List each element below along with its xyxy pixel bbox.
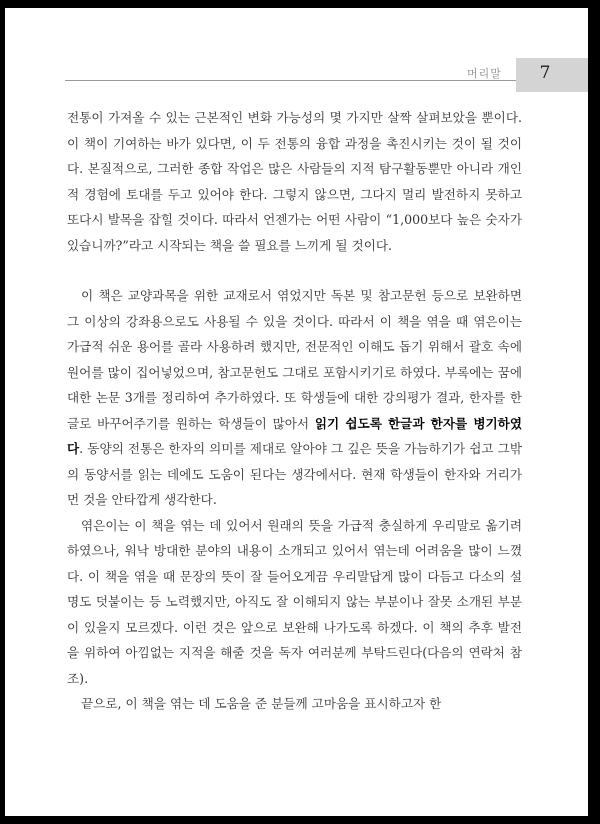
paragraph-2-emphasis: 읽기 쉽도록 한글과 한자를 병기하였다 bbox=[67, 415, 522, 456]
header-rule bbox=[65, 80, 516, 81]
page-number: 7 bbox=[539, 63, 551, 83]
book-page bbox=[5, 8, 588, 816]
paragraph-3: 엮은이는 이 책을 엮는 데 있어서 원래의 뜻을 가급적 충실하게 우리말로 옮기려 하였으나, 워낙 방대한 분야의 내용이 소개되고 있어서 엮는데 어려움을 많이 느꼈다. 이 책을 엮을 때 문장의 뜻이 잘 들어오게끔 우리말답게 많이 다듬고 다소의 설명도 덧붙이는 등 노력했지만, 아직도 잘 이해되지 않는 부분이나 잘못 소개된 부분이 있을지 모르겠다. 이런 것은 앞으로 보완해 나가도록 하겠다. 이 책의 추후 발전을 위하여 아낌없는 지적을 해줄 것을 독자 여러분께 부탁드린다(다음의 연락처 참조). bbox=[67, 517, 522, 686]
paragraph-1: 전통이 가져올 수 있는 근본적인 변화 가능성의 몇 가지만 살짝 살펴보았을 뿐이다. 이 책이 기여하는 바가 있다면, 이 두 전통의 융합 과정을 촉진시키는 것이 될 것이다. 본질적으로, 그러한 종합 작업은 많은 사람들의 지적 탐구활동뿐만 아니라 개인적 경험에 토대를 두고 있어야 한다. 그렇지 않으면, 그다지 멀리 발전하지 못하고 또다시 발목을 잡힐 것이다. 따라서 언젠가는 어떤 사람이 “1,000보다 높은 숫자가 있습니까?”라고 시작되는 책을 쓸 필요를 느끼게 될 것이다. bbox=[67, 110, 522, 253]
paragraph-4: 끝으로, 이 책을 엮는 데 도움을 준 분들께 고마움을 표시하고자 한 bbox=[81, 696, 442, 711]
paragraph-2-text-before: 이 책은 교양과목을 위한 교재로서 엮었지만 독본 및 참고문헌 등으로 보완하면 그 이상의 강좌용으로도 사용될 수 있을 것이다. 따라서 이 책을 엮을 때 엮은이는 가급적 쉬운 용어를 골라 사용하려 했지만, 전문적인 이해도 돕기 위해서 괄호 속에 원어를 많이 집어넣었으며, 참고문헌도 그대로 포함시키기로 하였다. 부록에는 꿈에 대한 논문 3개를 정리하여 추가하였다. 또 학생들에 대한 강의평가 결과, 한자를 한글로 바꾸어주기를 원하는 학생들이 많아서 bbox=[67, 288, 522, 431]
paragraph-2 bbox=[67, 283, 522, 513]
paragraph-2-text-after: . 동양의 전통은 한자의 의미를 제대로 알아야 그 깊은 뜻을 가늠하기가 쉽고 그밖의 동양서를 읽는 데에도 도움이 된다는 생각에서다. 현재 학생들이 한자와 거리가 먼 것을 안타깝게 생각한다. bbox=[67, 441, 522, 507]
running-head: 머리말 bbox=[467, 67, 502, 80]
body-text bbox=[67, 105, 522, 717]
